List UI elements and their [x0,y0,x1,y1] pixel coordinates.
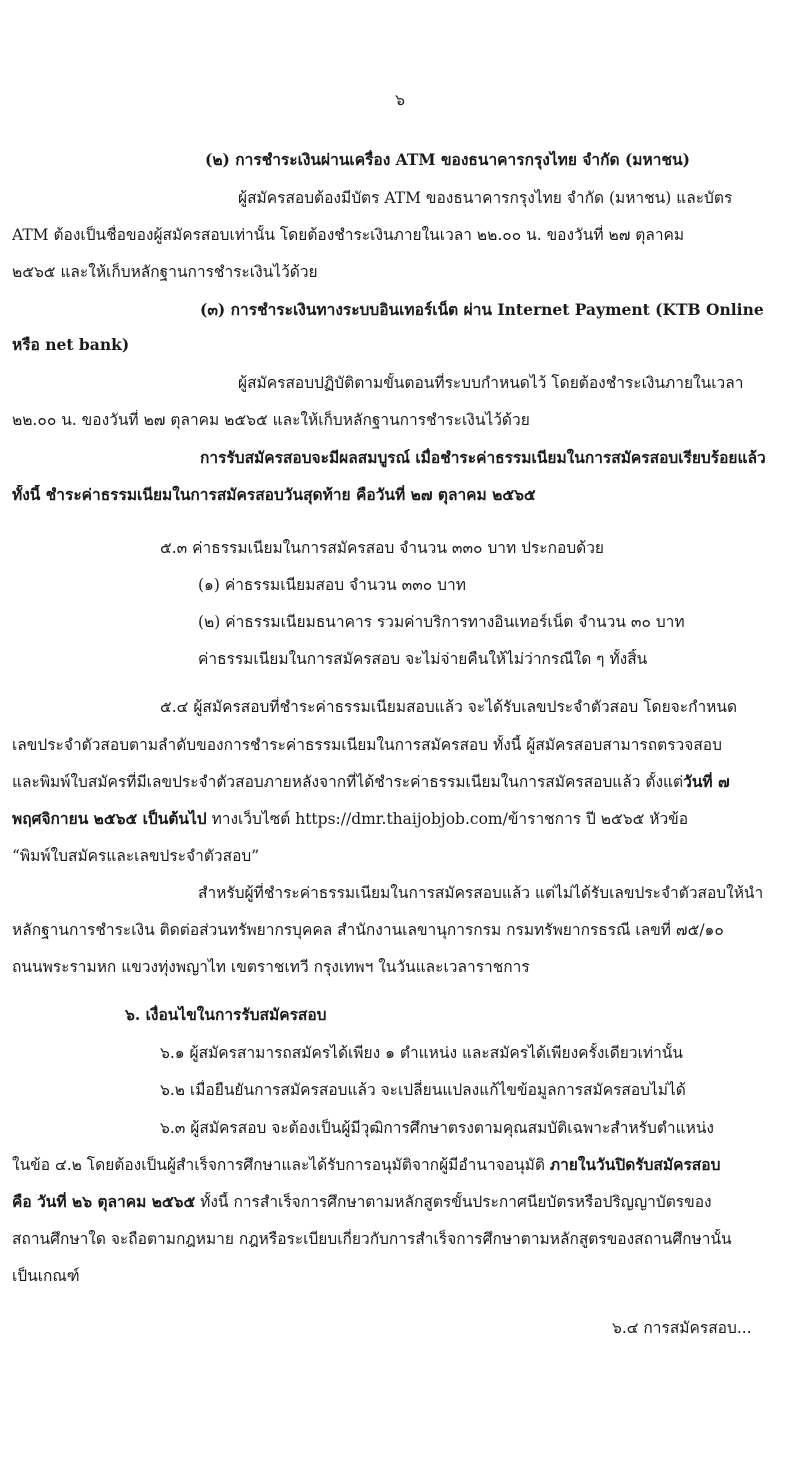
fee-item-2: (๒) ค่าธรรมเนียมธนาคาร รวมค่าบริการทางอินเทอร์เน็ต จำนวน ๓๐ บาท [198,613,685,631]
section-5-4-line-8: ถนนพระรามหก แขวงทุ่งพญาไท เขตราชเทวี กรุงเทพฯ ในวันและเวลาราชการ [12,958,530,976]
section-5-4-line-2: เลขประจำตัวสอบตามลำดับของการชำระค่าธรรมเนียมในการสมัครสอบ ทั้งนี้ ผู้สมัครสอบสามารถตรวจสอบ [12,736,722,754]
section-5-4-line-6: สำหรับผู้ที่ชำระค่าธรรมเนียมในการสมัครสอบแล้ว แต่ไม่ได้รับเลขประจำตัวสอบให้นำ [198,884,764,902]
section-6-heading: ๖. เงื่อนไขในการรับสมัครสอบ [125,1005,327,1024]
section-6-3-line-3-text: ทั้งนี้ การสำเร็จการศึกษาตามหลักสูตรขั้นประกาศนียบัตรหรือปริญญาบัตรของ [195,1193,712,1211]
section-3-heading: (๓) การชำระเงินทางระบบอินเทอร์เน็ต ผ่าน Internet Payment (KTB Online [200,300,764,319]
section-5-4-line-3-text: และพิมพ์ใบสมัครที่มีเลขประจำตัวสอบภายหลังจากที่ได้ชำระค่าธรรมเนียมในการสมัครสอบแล้ว ตั้งแต่ [12,773,684,791]
section-3-line-2: ๒๒.๐๐ น. ของวันที่ ๒๗ ตุลาคม ๒๕๖๕ และให้เก็บหลักฐานการชำระเงินไว้ด้วย [12,411,530,429]
section-6-3-line-2-text: ในข้อ ๔.๒ โดยต้องเป็นผู้สำเร็จการศึกษาและได้รับการอนุมัติจากผู้มีอำนาจอนุมัติ [12,1156,550,1174]
section-6-1: ๖.๑ ผู้สมัครสามารถสมัครได้เพียง ๑ ตำแหน่ง และสมัครได้เพียงครั้งเดียวเท่านั้น [160,1044,683,1062]
section-3-heading-cont: หรือ net bank) [12,335,130,354]
fee-item-1: (๑) ค่าธรรมเนียมสอบ จำนวน ๓๓๐ บาท [198,576,466,594]
section-3-line-1: ผู้สมัครสอบปฏิบัติตามขั้นตอนที่ระบบกำหนดไว้ โดยต้องชำระเงินภายในเวลา [238,374,744,392]
section-5-4-line-3 [12,772,730,792]
fee-note: ค่าธรรมเนียมในการสมัครสอบ จะไม่จ่ายคืนให้ไม่ว่ากรณีใด ๆ ทั้งสิ้น [198,650,648,668]
fee-5-3-line: ๕.๓ ค่าธรรมเนียมในการสมัครสอบ จำนวน ๓๓๐ บาท ประกอบด้วย [160,539,605,557]
section-5-4-line-7: หลักฐานการชำระเงิน ติดต่อส่วนทรัพยากรบุคคล สำนักงานเลขานุการกรม กรมทรัพยากรธรณี เลขที่ ๗๕/๑๐ [12,921,724,939]
section-6-3-line-1: ๖.๓ ผู้สมัครสอบ จะต้องเป็นผู้มีวุฒิการศึกษาตรงตามคุณสมบัติเฉพาะสำหรับตำแหน่ง [160,1119,714,1137]
section-5-4-line-1: ๕.๔ ผู้สมัครสอบที่ชำระค่าธรรมเนียมสอบแล้ว จะได้รับเลขประจำตัวสอบ โดยจะกำหนด [160,698,738,716]
section-2-heading: (๒) การชำระเงินผ่านเครื่อง ATM ของธนาคารกรุงไทย จำกัด (มหาชน) [205,150,690,169]
section-2-line-1: ผู้สมัครสอบต้องมีบัตร ATM ของธนาคารกรุงไทย จำกัด (มหาชน) และบัตร [238,189,733,207]
section-6-3-line-2 [12,1155,720,1175]
section-5-4-website: ทางเว็บไซต์ https://dmr.thaijobjob.com/ข้าราชการ ปี ๒๕๖๕ หัวข้อ [206,810,689,828]
notice-line-1: การรับสมัครสอบจะมีผลสมบูรณ์ เมื่อชำระค่าธรรมเนียมในการสมัครสอบเรียบร้อยแล้ว [200,448,766,467]
page-number: ๖ [395,91,405,109]
section-6-3-line-5: เป็นเกณฑ์ [12,1267,80,1285]
section-5-4-line-4 [12,809,688,829]
section-6-3-deadline: ภายในวันปิดรับสมัครสอบ [549,1155,721,1174]
section-5-4-date-cont: พฤศจิกายน ๒๕๖๕ เป็นต้นไป [12,809,207,828]
section-6-3-line-4: สถานศึกษาใด จะถือตามกฎหมาย กฎหรือระเบียบเกี่ยวกับการสำเร็จการศึกษาตามหลักสูตรของสถานศึกษานั้น [12,1230,732,1248]
section-5-4-line-5: “พิมพ์ใบสมัครและเลขประจำตัวสอบ” [12,847,260,865]
section-6-2: ๖.๒ เมื่อยืนยันการสมัครสอบแล้ว จะเปลี่ยนแปลงแก้ไขข้อมูลการสมัครสอบไม่ได้ [160,1081,686,1099]
section-2-line-3: ๒๕๖๕ และให้เก็บหลักฐานการชำระเงินไว้ด้วย [12,263,318,281]
continuation-text: ๖.๔ การสมัครสอบ... [612,1319,752,1337]
section-6-3-line-3 [12,1192,712,1212]
section-2-line-2: ATM ต้องเป็นชื่อของผู้สมัครสอบเท่านั้น โดยต้องชำระเงินภายในเวลา ๒๒.๐๐ น. ของวันที่ ๒๗ ตุลาคม [12,226,685,244]
notice-line-2: ทั้งนี้ ชำระค่าธรรมเนียมในการสมัครสอบวันสุดท้าย คือวันที่ ๒๗ ตุลาคม ๒๕๖๕ [12,485,536,504]
section-5-4-date-start: วันที่ ๗ [683,772,730,791]
section-6-3-deadline-date: คือ วันที่ ๒๖ ตุลาคม ๒๕๖๕ [12,1192,196,1211]
